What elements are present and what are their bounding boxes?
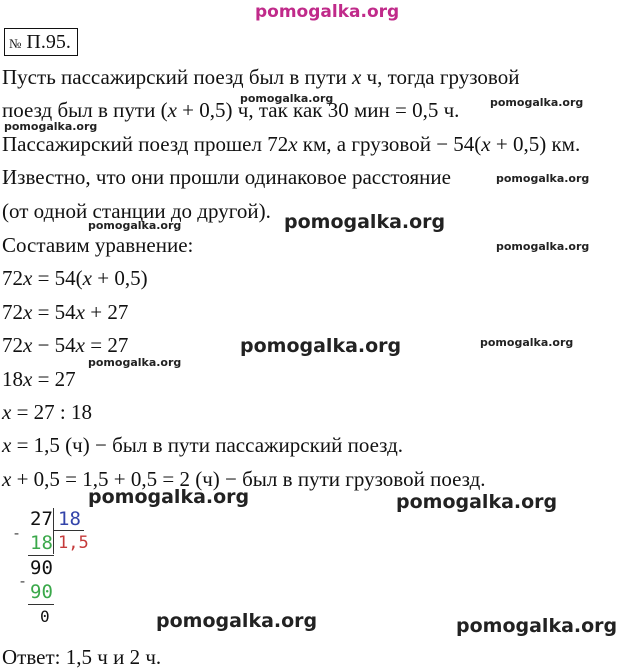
text-line: Известно, что они прошли одинаковое расстояние bbox=[2, 165, 451, 189]
watermark: pomogalka.org bbox=[4, 120, 98, 133]
watermark: pomogalka.org bbox=[240, 92, 334, 105]
watermark-top: pomogalka.org bbox=[255, 2, 400, 22]
task-number: П.95. bbox=[26, 31, 71, 53]
equation-line: 72x − 54x = 27 bbox=[2, 333, 129, 357]
division-vertical-line bbox=[53, 508, 54, 554]
watermark: pomogalka.org bbox=[88, 356, 182, 369]
long-division bbox=[0, 500, 160, 630]
watermark: pomogalka.org bbox=[496, 172, 590, 185]
text-line: поезд был в пути (x + 0,5) ч, так как 30 мин = 0,5 ч. bbox=[2, 98, 460, 122]
division-minus-1: - bbox=[12, 524, 22, 542]
watermark: pomogalka.org bbox=[88, 219, 182, 232]
watermark: pomogalka.org bbox=[490, 96, 584, 109]
task-number-box bbox=[4, 28, 78, 56]
watermark: pomogalka.org bbox=[456, 615, 618, 637]
text-line: Составим уравнение: bbox=[2, 233, 194, 257]
text-line: Пассажирский поезд прошел 72x км, а грузовой − 54(x + 0,5) км. bbox=[2, 132, 581, 156]
division-dividend: 27 bbox=[30, 508, 53, 530]
equation-line: x = 1,5 (ч) − был в пути пассажирский поезд. bbox=[2, 433, 404, 457]
division-underline-2 bbox=[28, 604, 54, 605]
equation-line: 72x = 54x + 27 bbox=[2, 300, 129, 324]
division-horizontal-line bbox=[54, 530, 84, 531]
task-number-prefix: № bbox=[9, 36, 22, 51]
division-step-1: 18 bbox=[30, 532, 53, 554]
equation-line: x = 27 : 18 bbox=[2, 400, 93, 424]
division-underline-1 bbox=[28, 555, 54, 556]
watermark: pomogalka.org bbox=[480, 336, 574, 349]
division-minus-2: - bbox=[18, 572, 28, 590]
watermark: pomogalka.org bbox=[156, 610, 318, 632]
division-quotient: 1,5 bbox=[58, 533, 89, 553]
equation-line: 18x = 27 bbox=[2, 367, 76, 391]
equation-line: x + 0,5 = 1,5 + 0,5 = 2 (ч) − был в пути грузовой поезд. bbox=[2, 467, 486, 491]
watermark: pomogalka.org bbox=[240, 335, 402, 357]
watermark: pomogalka.org bbox=[496, 240, 590, 253]
division-divisor: 18 bbox=[58, 508, 81, 530]
watermark: pomogalka.org bbox=[284, 211, 446, 233]
answer-line: Ответ: 1,5 ч и 2 ч. bbox=[2, 645, 162, 669]
text-line: Пусть пассажирский поезд был в пути x ч, тогда грузовой bbox=[2, 65, 520, 89]
division-remainder-2: 0 bbox=[40, 607, 50, 626]
equation-line: 72x = 54(x + 0,5) bbox=[2, 266, 148, 290]
text-line: (от одной станции до другой). bbox=[2, 199, 271, 223]
division-step-2: 90 bbox=[30, 581, 53, 603]
division-remainder-1: 90 bbox=[30, 557, 53, 579]
watermark: pomogalka.org bbox=[396, 491, 558, 513]
watermark: pomogalka.org bbox=[88, 486, 250, 508]
